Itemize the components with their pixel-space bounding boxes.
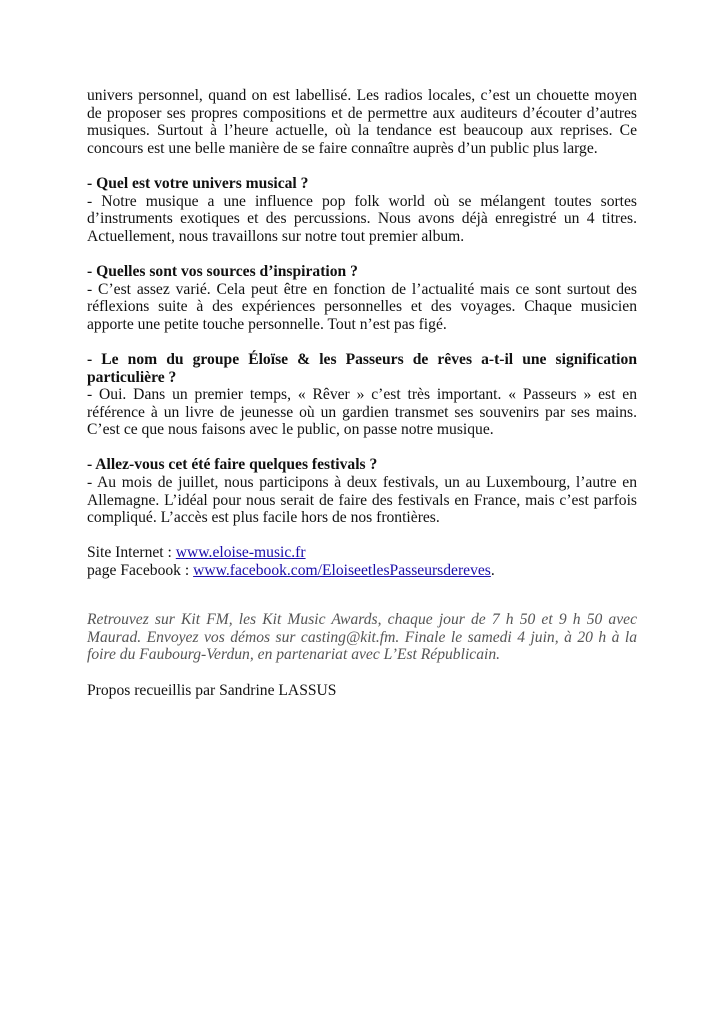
spacer (87, 333, 637, 351)
answer-3: - Oui. Dans un premier temps, « Rêver » c’est très important. « Passeurs » est en référence à un livre de jeunesse où un gardien transmet ses souvenirs par ses mains. C’est ce que nous faisons avec le public, on passe notre musique. (87, 386, 637, 439)
article-body (87, 87, 637, 699)
answer-1: - Notre musique a une influence pop folk world où se mélangent toutes sortes d’instruments exotiques et des percussions. Nous avons déjà enregistré un 4 titres. Actuellement, nous travaillons sur notre tout premier album. (87, 192, 637, 245)
facebook-link[interactable]: www.facebook.com/EloiseetlesPasseursdereves (193, 562, 491, 580)
intro-paragraph: univers personnel, quand on est labellisé. Les radios locales, c’est un chouette moyen de proposer ses propres compositions et de permettre aux auditeurs d’écouter d’autres musiques. Surtout à l’heure actuelle, où la tendance est beaucoup aux reprises. Ce concours est une belle manière de se faire connaître auprès d’un public plus large. (87, 87, 637, 157)
spacer (87, 245, 637, 263)
website-link[interactable]: www.eloise-music.fr (175, 544, 306, 562)
question-1: - Quel est votre univers musical ? (87, 174, 309, 192)
spacer (87, 664, 637, 682)
question-4: - Allez-vous cet été faire quelques festivals ? (87, 456, 378, 474)
spacer (87, 580, 637, 598)
spacer (87, 597, 637, 611)
answer-2: - C’est assez varié. Cela peut être en fonction de l’actualité mais ce sont surtout des réflexions suite à des expériences personnelles et des voyages. Chaque musicien apporte une petite touche personnelle. Tout n’est pas figé. (87, 280, 637, 333)
credit-line: Propos recueillis par Sandrine LASSUS (87, 681, 337, 699)
facebook-suffix: . (490, 562, 495, 580)
question-3: - Le nom du groupe Éloïse & les Passeurs de rêves a-t-il une signification particulière ? (87, 350, 637, 386)
facebook-label: page Facebook : (87, 562, 194, 580)
question-2: - Quelles sont vos sources d’inspiration ? (87, 262, 358, 280)
footer-note: Retrouvez sur Kit FM, les Kit Music Awards, chaque jour de 7 h 50 et 9 h 50 avec Maurad. Envoyez vos démos sur casting@kit.fm. Finale le samedi 4 juin, à 20 h à la foire du Faubourg-Verdun, en partenariat avec L’Est Républicain. (87, 611, 637, 664)
spacer (87, 527, 637, 545)
website-label: Site Internet : (87, 544, 176, 562)
answer-4: - Au mois de juillet, nous participons à deux festivals, un au Luxembourg, l’autre en Allemagne. L’idéal pour nous serait de faire des festivals en France, mais c’est parfois compliqué. L’accès est plus facile hors de nos frontières. (87, 474, 637, 527)
website-line (87, 544, 637, 562)
facebook-line (87, 562, 637, 580)
spacer (87, 439, 637, 457)
spacer (87, 157, 637, 175)
